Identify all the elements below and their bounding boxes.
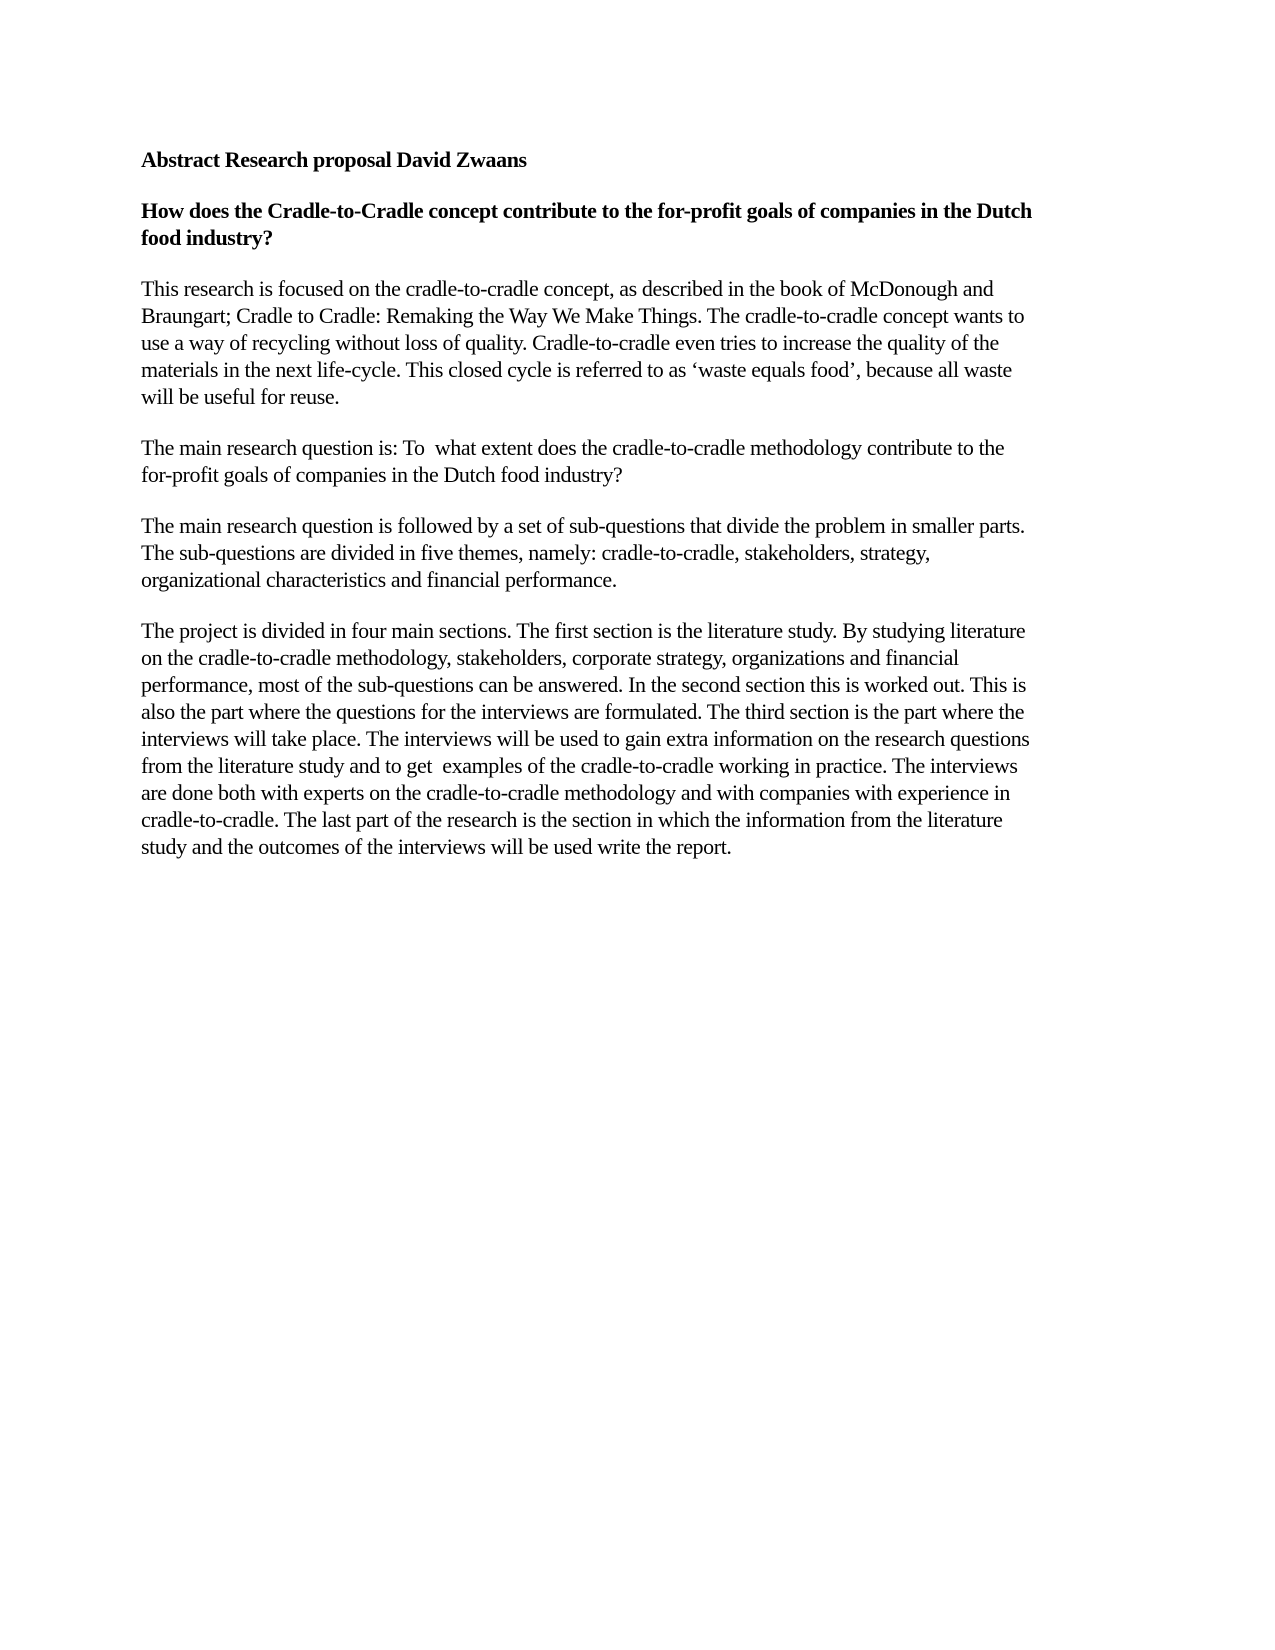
- text-line: The main research question is followed by a set of sub-questions that divide the problem in smaller parts.: [141, 513, 1025, 538]
- text-line: performance, most of the sub-questions can be answered. In the second section this is worked out. This is: [141, 672, 1027, 697]
- text-line: are done both with experts on the cradle-to-cradle methodology and with companies with experience in: [141, 780, 1011, 805]
- text-line: from the literature study and to get examples of the cradle-to-cradle working in practice. The interviews: [141, 753, 1018, 778]
- text-line: food industry?: [141, 225, 273, 250]
- text-line: on the cradle-to-cradle methodology, stakeholders, corporate strategy, organizations and financial: [141, 645, 959, 670]
- text-line: organizational characteristics and financial performance.: [141, 567, 617, 592]
- text-line: Braungart; Cradle to Cradle: Remaking the Way We Make Things. The cradle-to-cradle concept wants to: [141, 303, 1025, 328]
- doc-paragraph: [141, 617, 1151, 860]
- text-line: also the part where the questions for the interviews are formulated. The third section is the part where the: [141, 699, 1025, 724]
- doc-title: [141, 146, 1151, 173]
- text-line: interviews will take place. The interviews will be used to gain extra information on the research questions: [141, 726, 1030, 751]
- text-line: Abstract Research proposal David Zwaans: [141, 147, 527, 172]
- text-line: How does the Cradle-to-Cradle concept contribute to the for-profit goals of companies in the Dutch: [141, 198, 1032, 223]
- document-body: [141, 146, 1151, 860]
- text-line: cradle-to-cradle. The last part of the research is the section in which the information from the literature: [141, 807, 1003, 832]
- text-line: The sub-questions are divided in five themes, namely: cradle-to-cradle, stakeholders, strategy,: [141, 540, 930, 565]
- doc-heading: [141, 197, 1151, 251]
- text-line: The main research question is: To what extent does the cradle-to-cradle methodology contribute to the: [141, 435, 1005, 460]
- text-line: This research is focused on the cradle-to-cradle concept, as described in the book of McDonough and: [141, 276, 994, 301]
- doc-paragraph: [141, 512, 1151, 593]
- doc-paragraph: [141, 434, 1151, 488]
- text-line: for-profit goals of companies in the Dutch food industry?: [141, 462, 623, 487]
- text-line: use a way of recycling without loss of quality. Cradle-to-cradle even tries to increase the quality of the: [141, 330, 999, 355]
- text-line: study and the outcomes of the interviews will be used write the report.: [141, 834, 732, 859]
- text-line: The project is divided in four main sections. The first section is the literature study. By studying literature: [141, 618, 1026, 643]
- text-line: will be useful for reuse.: [141, 384, 340, 409]
- doc-paragraph: [141, 275, 1151, 410]
- text-line: materials in the next life-cycle. This closed cycle is referred to as ‘waste equals food’, because all waste: [141, 357, 1012, 382]
